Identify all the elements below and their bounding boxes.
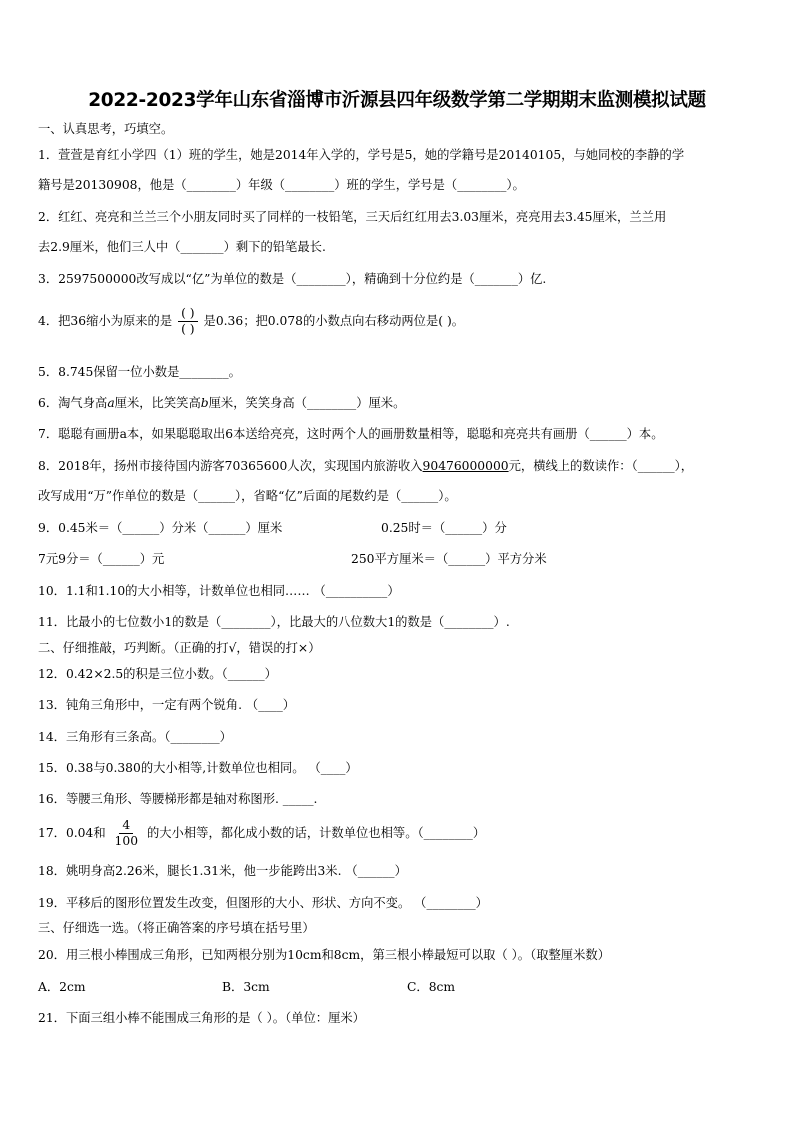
question-13: 13．钝角三角形中，一定有两个锐角. （____） (38, 698, 296, 712)
question-6-part-1: 6．淘气身高 (38, 396, 108, 410)
section-2-heading: 二、仔细推敲，巧判断。（正确的打√，错误的打×） (38, 641, 321, 655)
question-4-fraction (178, 306, 198, 337)
section-3-heading: 三、仔细选一选。（将正确答案的序号填在括号里） (38, 921, 315, 935)
question-3: 3．2597500000改写成以“亿”为单位的数是（________），精确到十分位约是（_______）亿. (38, 272, 547, 286)
question-6-part-2: 厘米，比笑笑高 (114, 396, 201, 410)
question-8-line-2: 改写成用“万”作单位的数是（______），省略“亿”后面的尾数约是（______）。 (38, 489, 457, 503)
fraction-denominator: 100 (114, 834, 139, 848)
question-20-option-b: B．3cm (222, 980, 270, 994)
question-17-fraction (112, 818, 141, 849)
question-15: 15．0.38与0.380的大小相等,计数单位也相同。 （____） (38, 761, 358, 775)
fraction-denominator: ( ) (181, 322, 195, 336)
question-4 (38, 306, 464, 337)
question-1-line-2: 籍号是20130908，他是（________）年级（________）班的学生，学号是（________）。 (38, 178, 525, 192)
question-17-post: 的大小相等，都化成小数的话，计数单位也相等。（________） (146, 826, 486, 840)
question-6-part-3: 厘米，笑笑身高（________）厘米。 (208, 396, 406, 410)
question-16: 16．等腰三角形、等腰梯形都是轴对称图形. _____. (38, 792, 318, 806)
question-1-line-1: 1．萱萱是育红小学四（1）班的学生，她是2014年入学的，学号是5，她的学籍号是20140105，与她同校的李静的学 (38, 148, 685, 162)
question-17 (38, 818, 485, 849)
fraction-numerator: 4 (119, 818, 133, 834)
question-8-line-1 (38, 458, 693, 474)
question-10: 10．1.1和1.10的大小相等，计数单位也相同…… （__________） (38, 584, 400, 598)
question-14: 14．三角形有三条高。（________） (38, 730, 232, 744)
question-8-part-1: 8．2018年，扬州市接待国内游客70365600人次，实现国内旅游收入 (38, 459, 423, 473)
question-7: 7．聪聪有画册a本，如果聪聪取出6本送给亮亮，这时两个人的画册数量相等，聪聪和亮亮共有画册（______）本。 (38, 427, 664, 441)
question-8-part-2: 元，横线上的数读作：（______）， (508, 459, 694, 473)
question-5: 5．8.745保留一位小数是________。 (38, 365, 241, 379)
question-2-line-1: 2．红红、亮亮和兰兰三个小朋友同时买了同样的一枝铅笔，三天后红红用去3.03厘米，亮亮用去3.45厘米，兰兰用 (38, 210, 667, 224)
question-11: 11．比最小的七位数小1的数是（________），比最大的八位数大1的数是（________）. (38, 615, 510, 629)
question-4-post: 是0.36；把0.078的小数点向右移动两位是( )。 (203, 314, 465, 328)
question-20-option-c: C．8cm (407, 980, 456, 994)
question-19: 19．平移后的图形位置发生改变，但图形的大小、形状、方向不变。 （________） (38, 896, 488, 910)
variable-a: a (107, 396, 115, 410)
question-9-d: 250平方厘米＝（______）平方分米 (351, 552, 547, 566)
question-6 (38, 395, 405, 411)
question-9-c: 7元9分＝（______）元 (38, 552, 165, 566)
variable-b: b (200, 396, 209, 410)
question-20-option-a: A．2cm (38, 980, 86, 994)
underlined-number: 90476000000 (422, 459, 509, 473)
section-1-heading: 一、认真思考，巧填空。 (38, 122, 174, 136)
question-9-a: 9．0.45米＝（______）分米（______）厘米 (38, 521, 283, 535)
fraction-numerator: ( ) (178, 306, 198, 322)
question-18: 18．姚明身高2.26米，腿长1.31米，他一步能跨出3米. （______） (38, 864, 407, 878)
question-21: 21．下面三组小棒不能围成三角形的是（ ）。（单位：厘米） (38, 1011, 365, 1025)
question-12: 12．0.42×2.5的积是三位小数。（______） (38, 667, 277, 681)
exam-title: 2022-2023学年山东省淄博市沂源县四年级数学第二学期期末监测模拟试题 (88, 90, 706, 111)
question-2-line-2: 去2.9厘米，他们三人中（_______）剩下的铅笔最长. (38, 240, 326, 254)
question-17-pre: 17．0.04和 (38, 826, 106, 840)
question-20: 20．用三根小棒围成三角形，已知两根分别为10cm和8cm，第三根小棒最短可以取（ ）。（取整厘米数） (38, 948, 610, 962)
question-4-pre: 4．把36缩小为原来的是 (38, 314, 173, 328)
question-9-b: 0.25时＝（______）分 (381, 521, 507, 535)
